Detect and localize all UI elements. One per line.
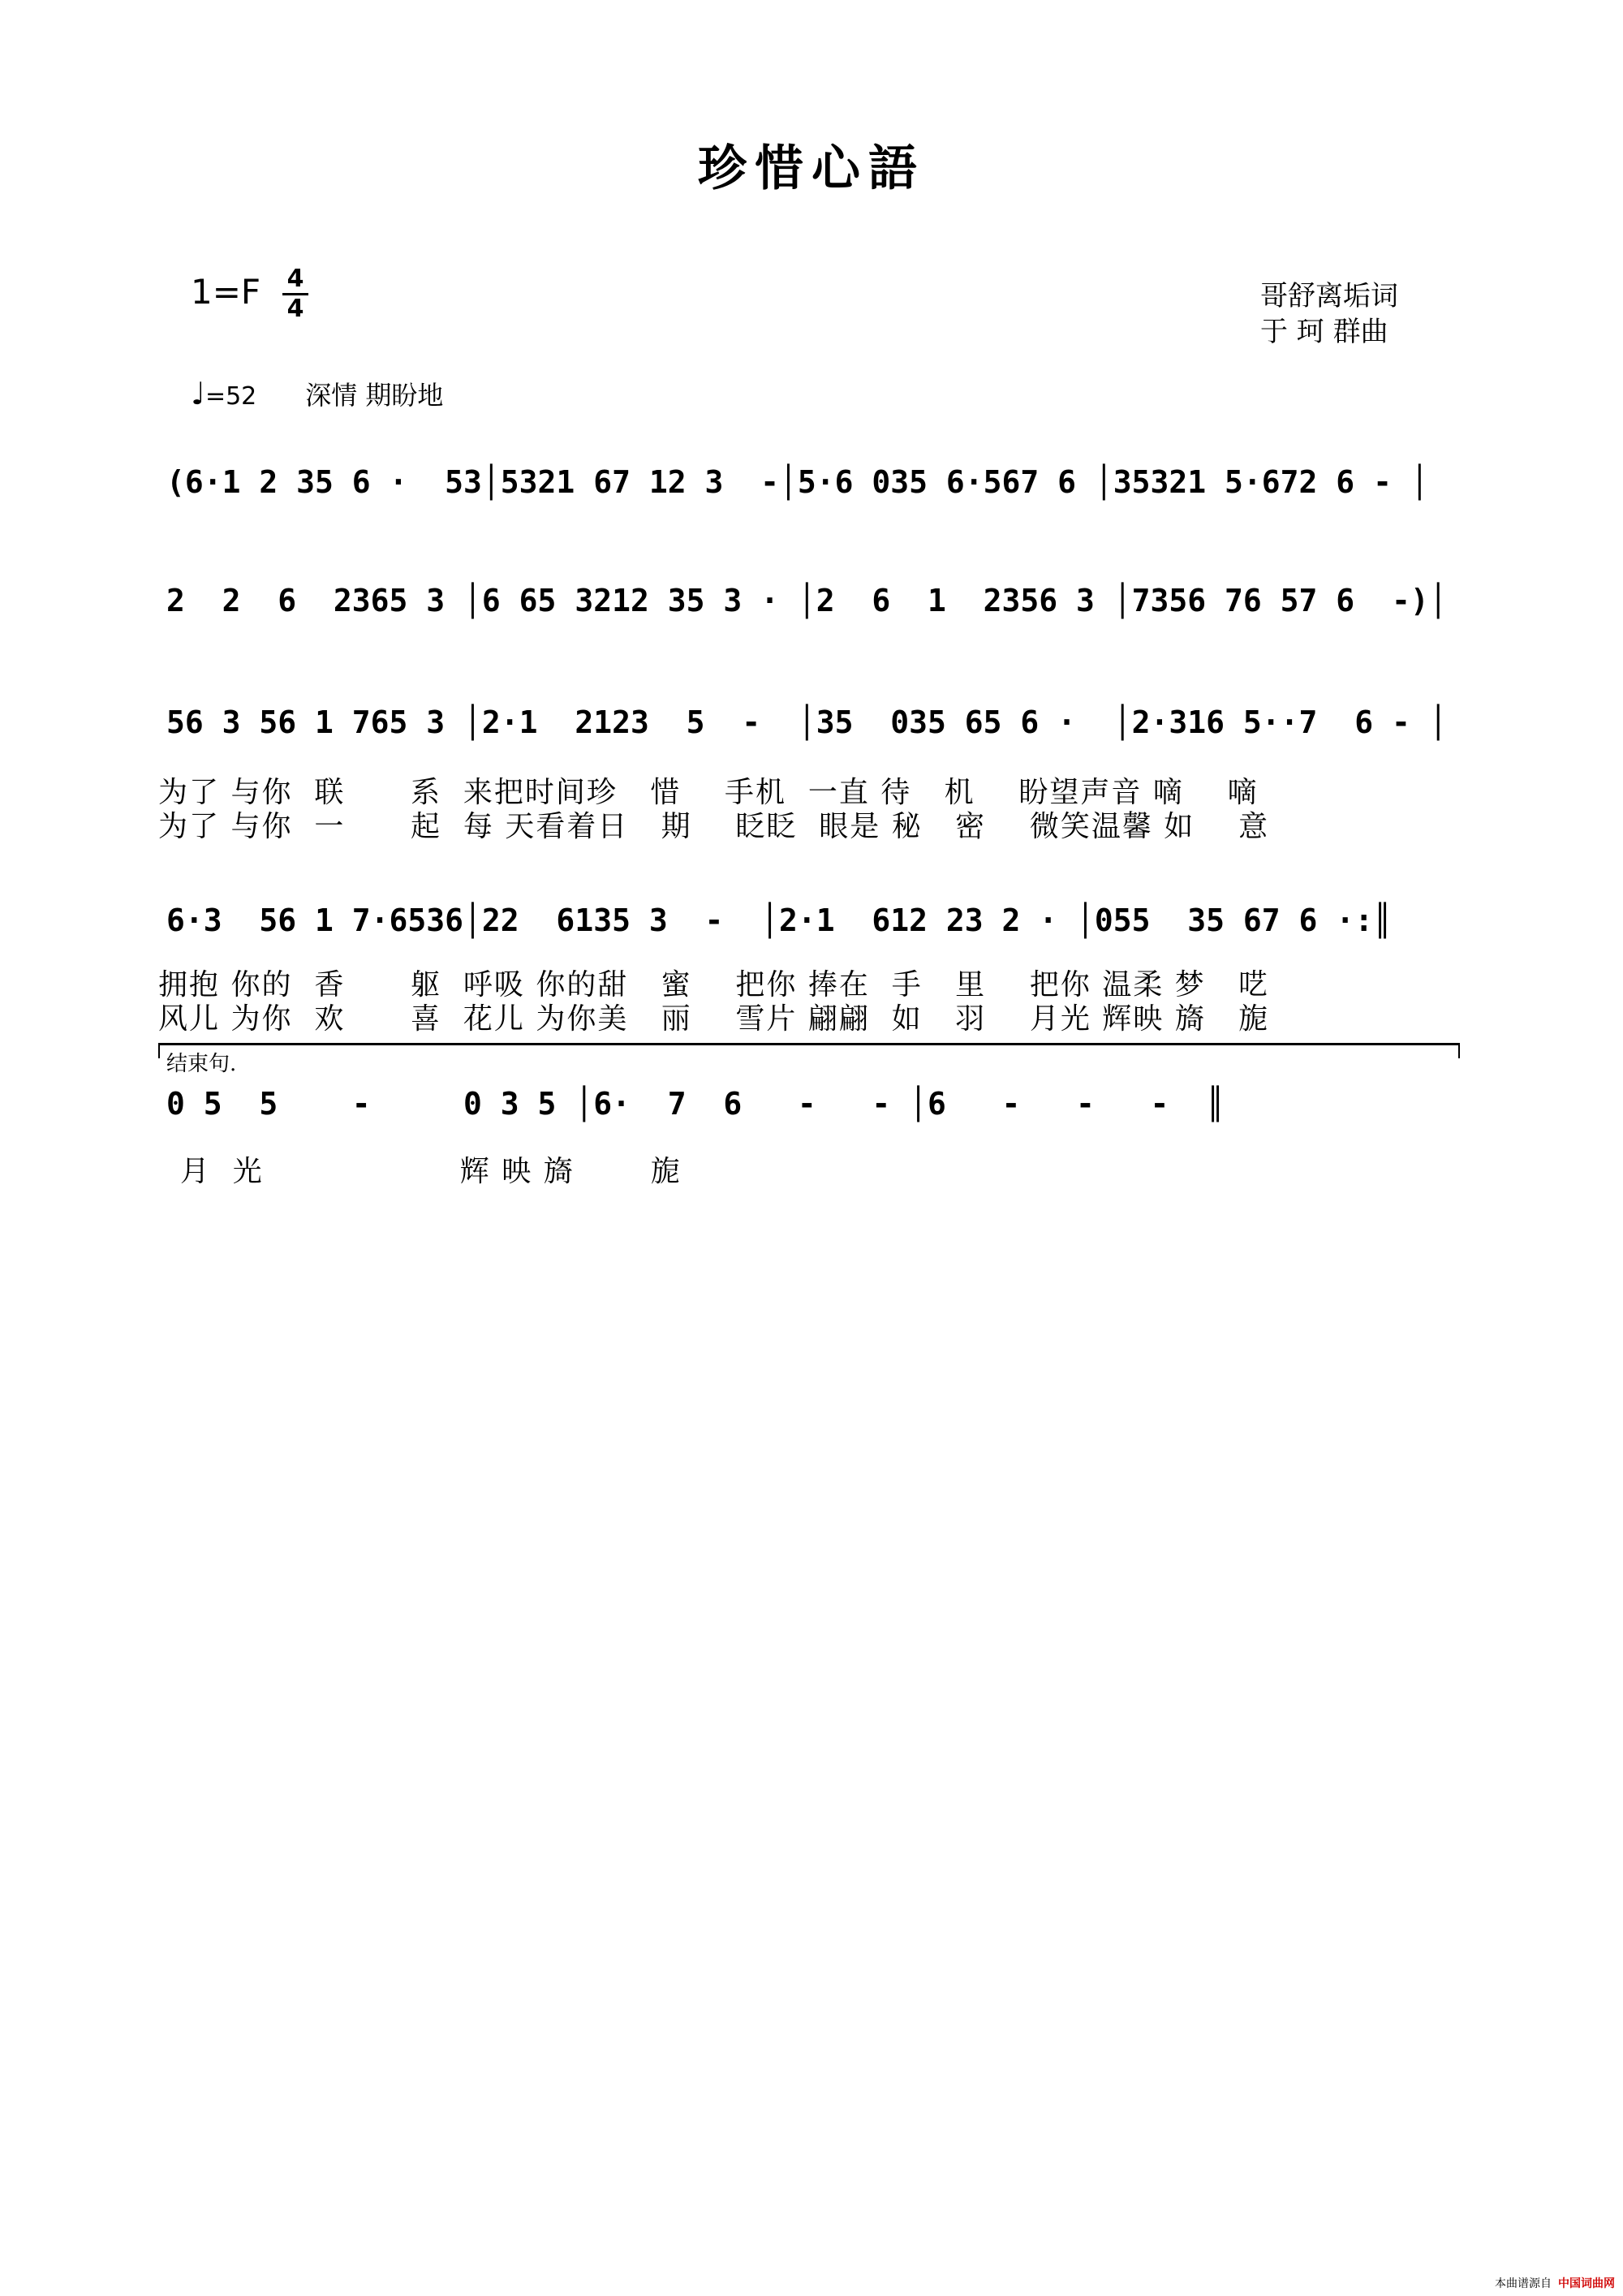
composer: 于 珂 群曲 xyxy=(1260,316,1388,348)
footer-source-label: 本曲谱源自 xyxy=(1495,2277,1552,2290)
lyric-verse-1-line-4: 拥抱 你的 香 躯 呼吸 你的甜 蜜 把你 捧在 手 里 把你 温柔 梦 呓 xyxy=(158,968,1270,1002)
lyric-verse-2-line-4: 风儿 为你 欢 喜 花儿 为你美 丽 雪片 翩翩 如 羽 月光 辉映 旖 旎 xyxy=(158,1002,1270,1036)
lyric-verse-2-line-3: 为了 与你 一 起 每 天看着日 期 眨眨 眼是 秘 密 微笑温馨 如 意 xyxy=(158,810,1270,843)
footer-source xyxy=(1495,2275,1615,2291)
ending-bracket xyxy=(158,1043,1460,1058)
lyricist: 哥舒离垢词 xyxy=(1260,280,1398,312)
score-line-3: 56 3 56 1 765 3 │2·1 2123 5 - │35 035 65 6 · │2·316 5··7 6 - │ xyxy=(166,704,1448,740)
footer-site-logo: 中国词曲网 xyxy=(1558,2277,1615,2290)
score-line-ending: 0 5 5 - 0 3 5 │6· 7 6 - - │6 - - - ║ xyxy=(166,1086,1225,1122)
score-line-1: (6·1 2 35 6 · 53│5321 67 12 3 -│5·6 035 6·567 6 │35321 5·672 6 - │ xyxy=(166,464,1429,500)
lyric-verse-1-line-3: 为了 与你 联 系 来把时间珍 惜 手机 一直 待 机 盼望声音 嘀 嘀 xyxy=(158,776,1259,809)
lyric-ending: 月 光 辉 映 旖 旎 xyxy=(158,1155,682,1188)
ending-label: 结束句. xyxy=(166,1052,237,1076)
credits xyxy=(1260,278,1398,350)
expression-mark: 深情 期盼地 xyxy=(305,380,444,411)
key-signature: 1=F xyxy=(191,272,261,312)
meter-bottom: 4 xyxy=(286,295,304,323)
score-line-2: 2 2 6 2365 3 │6 65 3212 35 3 · │2 6 1 2356 3 │7356 76 57 6 -)│ xyxy=(166,583,1448,618)
score-line-4: 6·3 56 1 7·6536│22 6135 3 - │2·1 612 23 2 · │055 35 67 6 ·:║ xyxy=(166,902,1392,938)
time-signature xyxy=(282,265,308,323)
tempo-value: =52 xyxy=(204,382,257,411)
meter-top: 4 xyxy=(282,265,308,295)
song-title: 珍惜心語 xyxy=(698,140,925,197)
quarter-note-icon: ♩ xyxy=(191,376,205,411)
tempo-marking xyxy=(191,375,443,412)
